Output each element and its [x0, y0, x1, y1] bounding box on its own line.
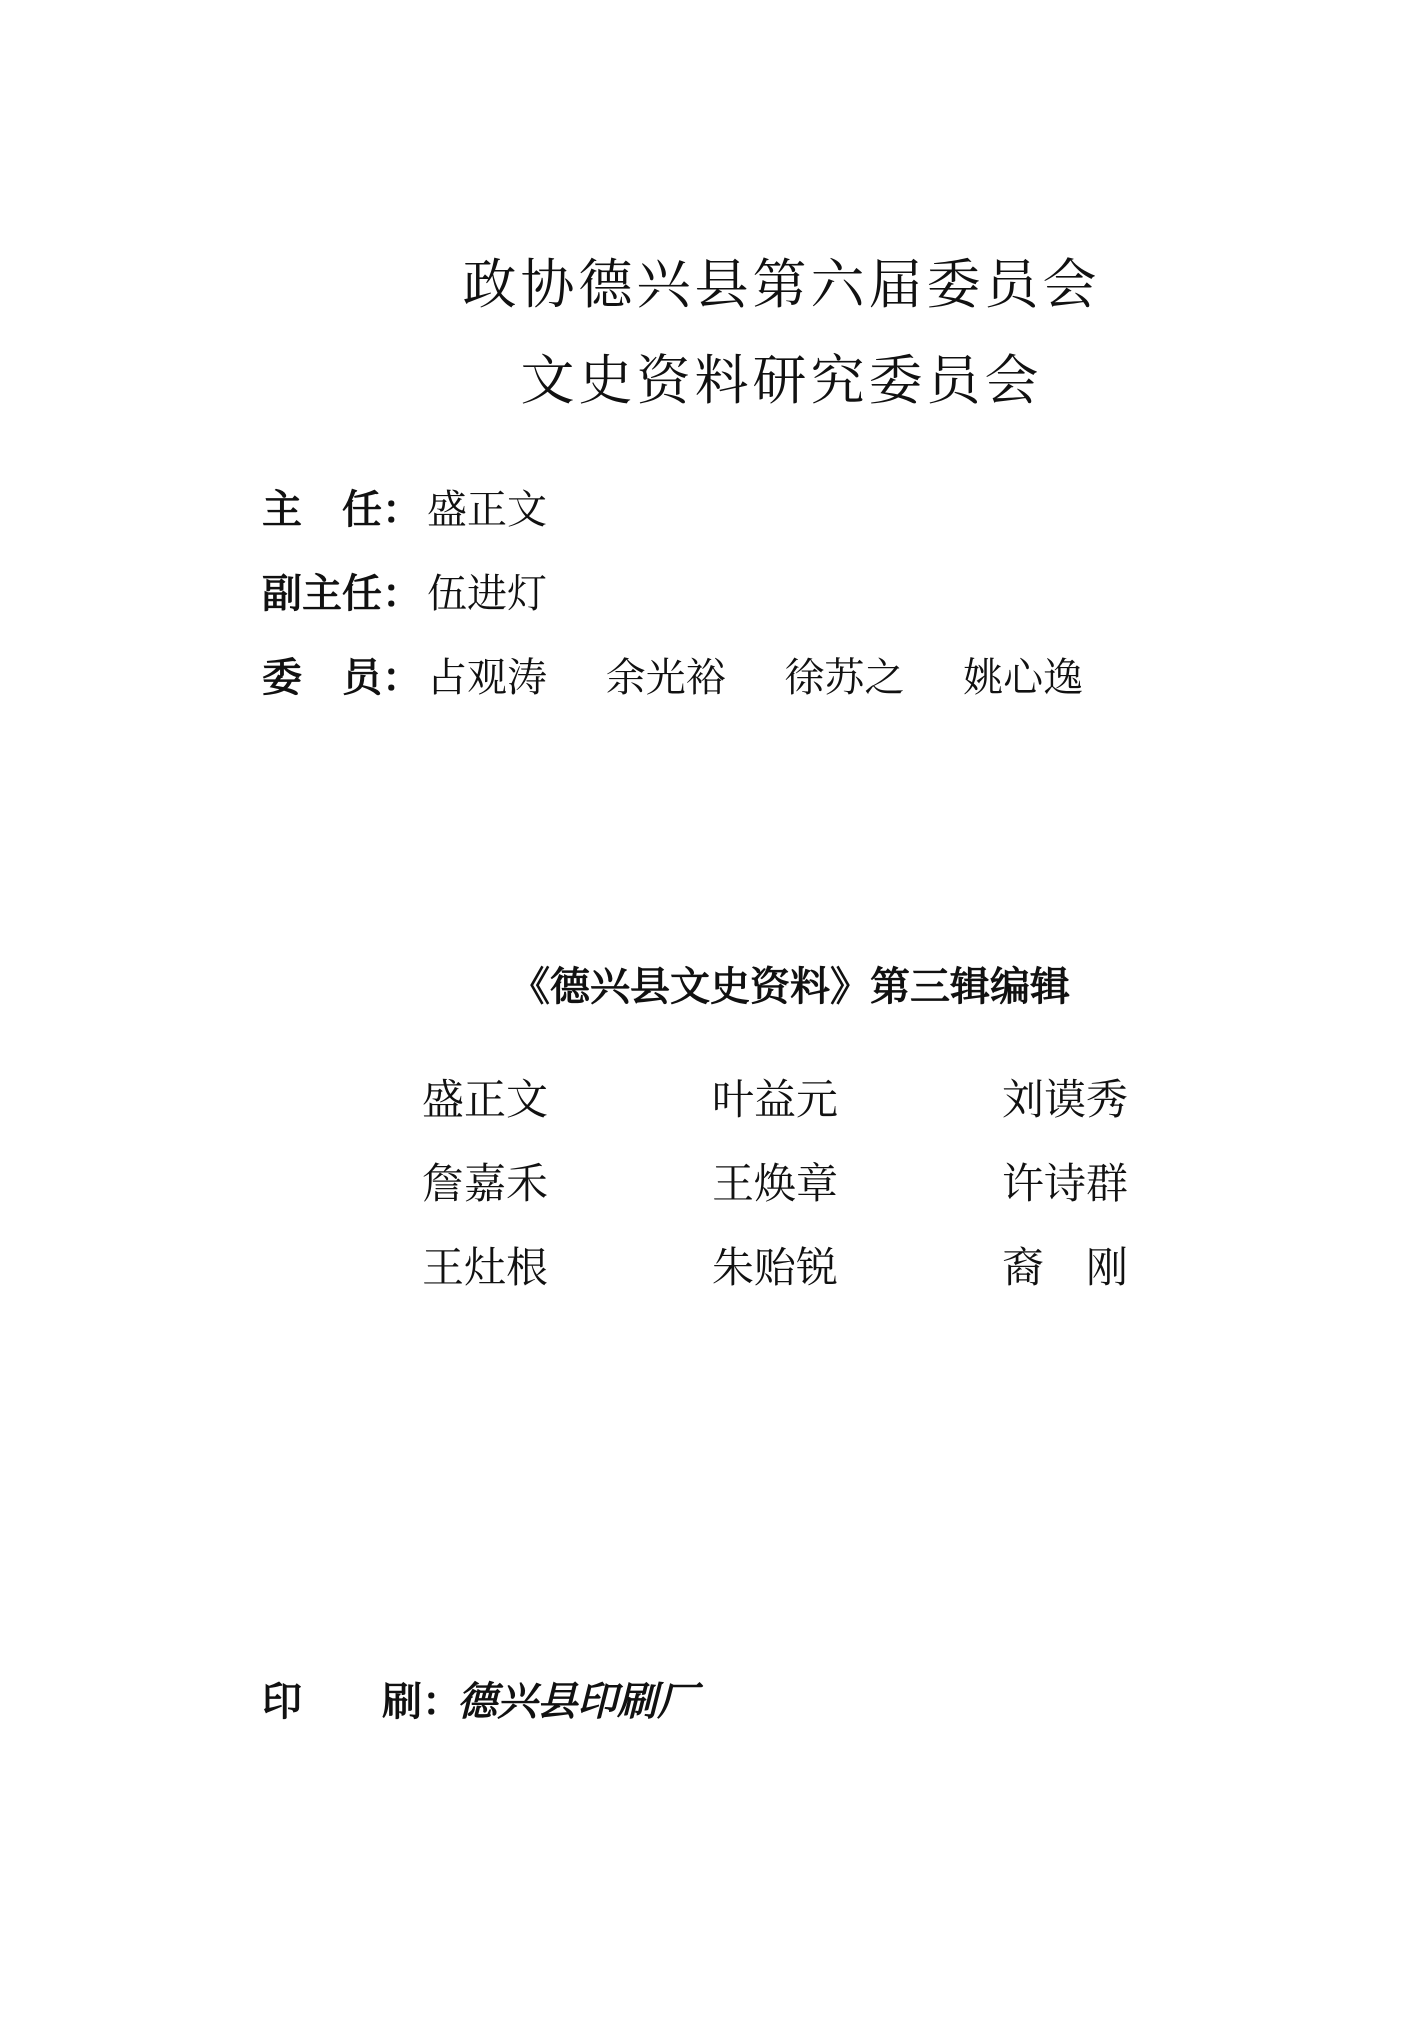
printer-label: 印 刷： [262, 1679, 462, 1725]
printer-row [262, 1670, 697, 1727]
deputy-label: 副主任： [262, 571, 422, 617]
members-names [427, 646, 1129, 703]
editor-name: 盛正文 [422, 1075, 549, 1124]
member-name: 占观涛 [427, 655, 547, 701]
editor-name: 叶益元 [712, 1075, 839, 1124]
printer-value: 德兴县印刷厂 [457, 1678, 697, 1725]
editor-name: 许诗群 [1002, 1159, 1129, 1208]
deputy-name: 伍进灯 [427, 571, 547, 617]
members-label: 委 员： [262, 655, 422, 701]
title-line-1: 政协德兴县第六届委员会 [462, 253, 1101, 316]
editor-name: 詹嘉禾 [422, 1159, 549, 1208]
title-line-2: 文史资料研究委员会 [520, 349, 1043, 412]
editor-name: 王灶根 [422, 1243, 549, 1292]
editor-name: 朱贻锐 [712, 1243, 839, 1292]
editor-name: 裔 刚 [1002, 1243, 1129, 1292]
editors-grid [422, 1055, 1129, 1307]
editor-name: 刘谟秀 [1002, 1075, 1129, 1124]
director-label: 主 任： [262, 487, 422, 533]
editor-row [422, 1055, 1129, 1139]
roster-deputy-row [262, 562, 593, 619]
member-name: 徐苏之 [784, 655, 905, 701]
roster-director-row [262, 478, 593, 535]
director-name: 盛正文 [427, 487, 547, 533]
deputy-names [427, 562, 593, 619]
editor-name: 王焕章 [712, 1159, 839, 1208]
member-name: 余光裕 [605, 655, 726, 701]
roster-members-row [262, 646, 1129, 703]
editor-row [422, 1139, 1129, 1223]
editors-heading: 《德兴县文史资料》第三辑编辑 [510, 964, 1070, 1010]
editor-row [422, 1223, 1129, 1307]
member-name: 姚心逸 [963, 655, 1084, 701]
director-names [427, 478, 593, 535]
